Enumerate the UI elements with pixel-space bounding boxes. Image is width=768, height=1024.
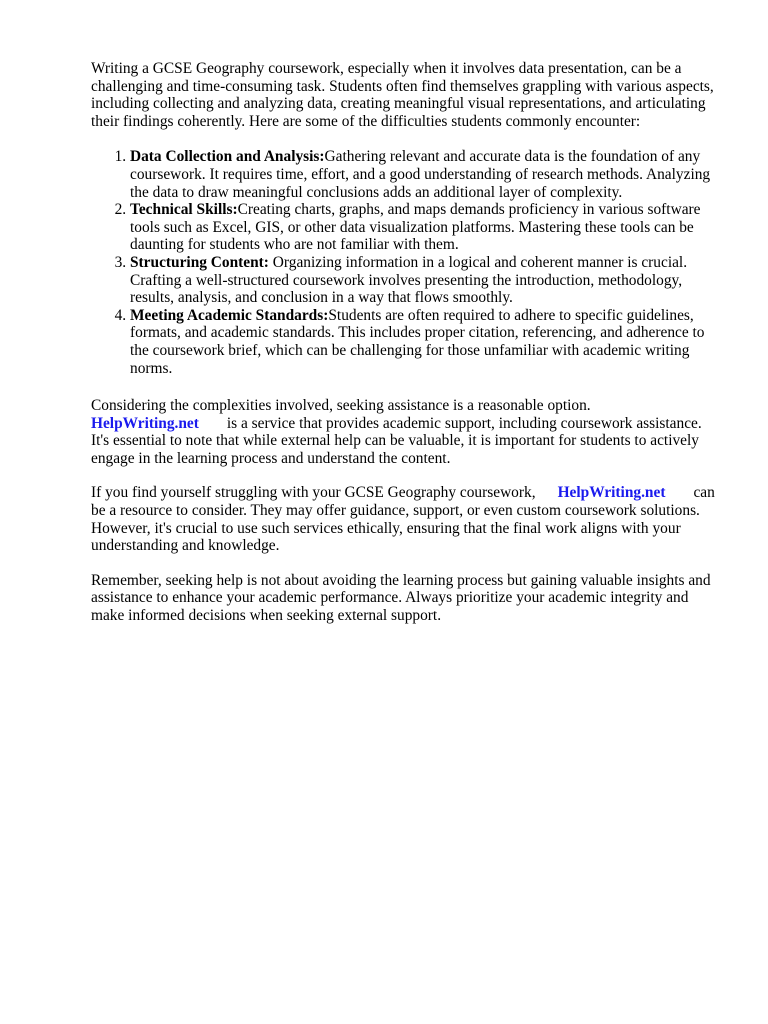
struggling-lead: If you find yourself struggling with your GCSE Geography coursework, <box>91 484 536 502</box>
assistance-paragraph <box>91 397 721 467</box>
remember-paragraph: Remember, seeking help is not about avoiding the learning process but gaining valuable insights and assistance to enhance your academic performance. Always prioritize your academic integrity and make informed decisions when seeking external support. <box>91 571 711 625</box>
intro-paragraph: Writing a GCSE Geography coursework, especially when it involves data presentation, can be a challenging and time-consuming task. Students often find themselves grappling with various aspects, including collecting and analyzing data, creating meaningful visual representations, and articulating their findings coherently. Here are some of the difficulties students commonly encounter: <box>91 60 714 130</box>
assistance-lead: Considering the complexities involved, seeking assistance is a reasonable option. <box>91 397 591 415</box>
helpwriting-link[interactable]: HelpWriting.net <box>557 484 666 502</box>
item-text: Creating charts, graphs, and maps demands proficiency in various software tools such as Excel, GIS, or other data visualization platforms. Mastering these tools can be daunting for students who are not familiar with them. <box>130 201 701 254</box>
item-title: Meeting Academic Standards: <box>130 306 329 324</box>
struggling-rest: can be a resource to consider. They may offer guidance, support, or even custom coursework solutions. However, it's crucial to use such services ethically, ensuring that the final work aligns with your understanding and knowledge. <box>91 484 715 555</box>
item-text: Organizing information in a logical and coherent manner is crucial. Crafting a well-structured coursework involves presenting the introduction, methodology, results, analysis, and conclusion in a way that flows smoothly. <box>130 253 688 307</box>
document-page <box>91 60 721 642</box>
list-item <box>130 254 721 307</box>
item-text: Students are often required to adhere to specific guidelines, formats, and academic standards. This includes proper citation, referencing, and adherence to the coursework brief, which can be challenging for those unfamiliar with academic writing norms. <box>130 306 705 377</box>
list-item <box>130 201 721 254</box>
item-title: Technical Skills: <box>130 201 238 219</box>
difficulties-list <box>91 148 721 377</box>
item-text: Gathering relevant and accurate data is the foundation of any coursework. It requires time, effort, and a good understanding of research methods. Analyzing the data to draw meaningful conclusions adds an additional layer of complexity. <box>130 148 711 201</box>
assistance-rest: is a service that provides academic support, including coursework assistance. It's essential to note that while external help can be valuable, it is important for students to actively engage in the learning process and understand the content. <box>91 414 702 467</box>
item-title: Structuring Content: <box>130 253 269 271</box>
helpwriting-link[interactable]: HelpWriting.net <box>91 414 199 432</box>
list-item <box>130 148 721 201</box>
list-item <box>130 307 721 377</box>
struggling-paragraph <box>91 484 721 554</box>
item-title: Data Collection and Analysis: <box>130 148 325 166</box>
